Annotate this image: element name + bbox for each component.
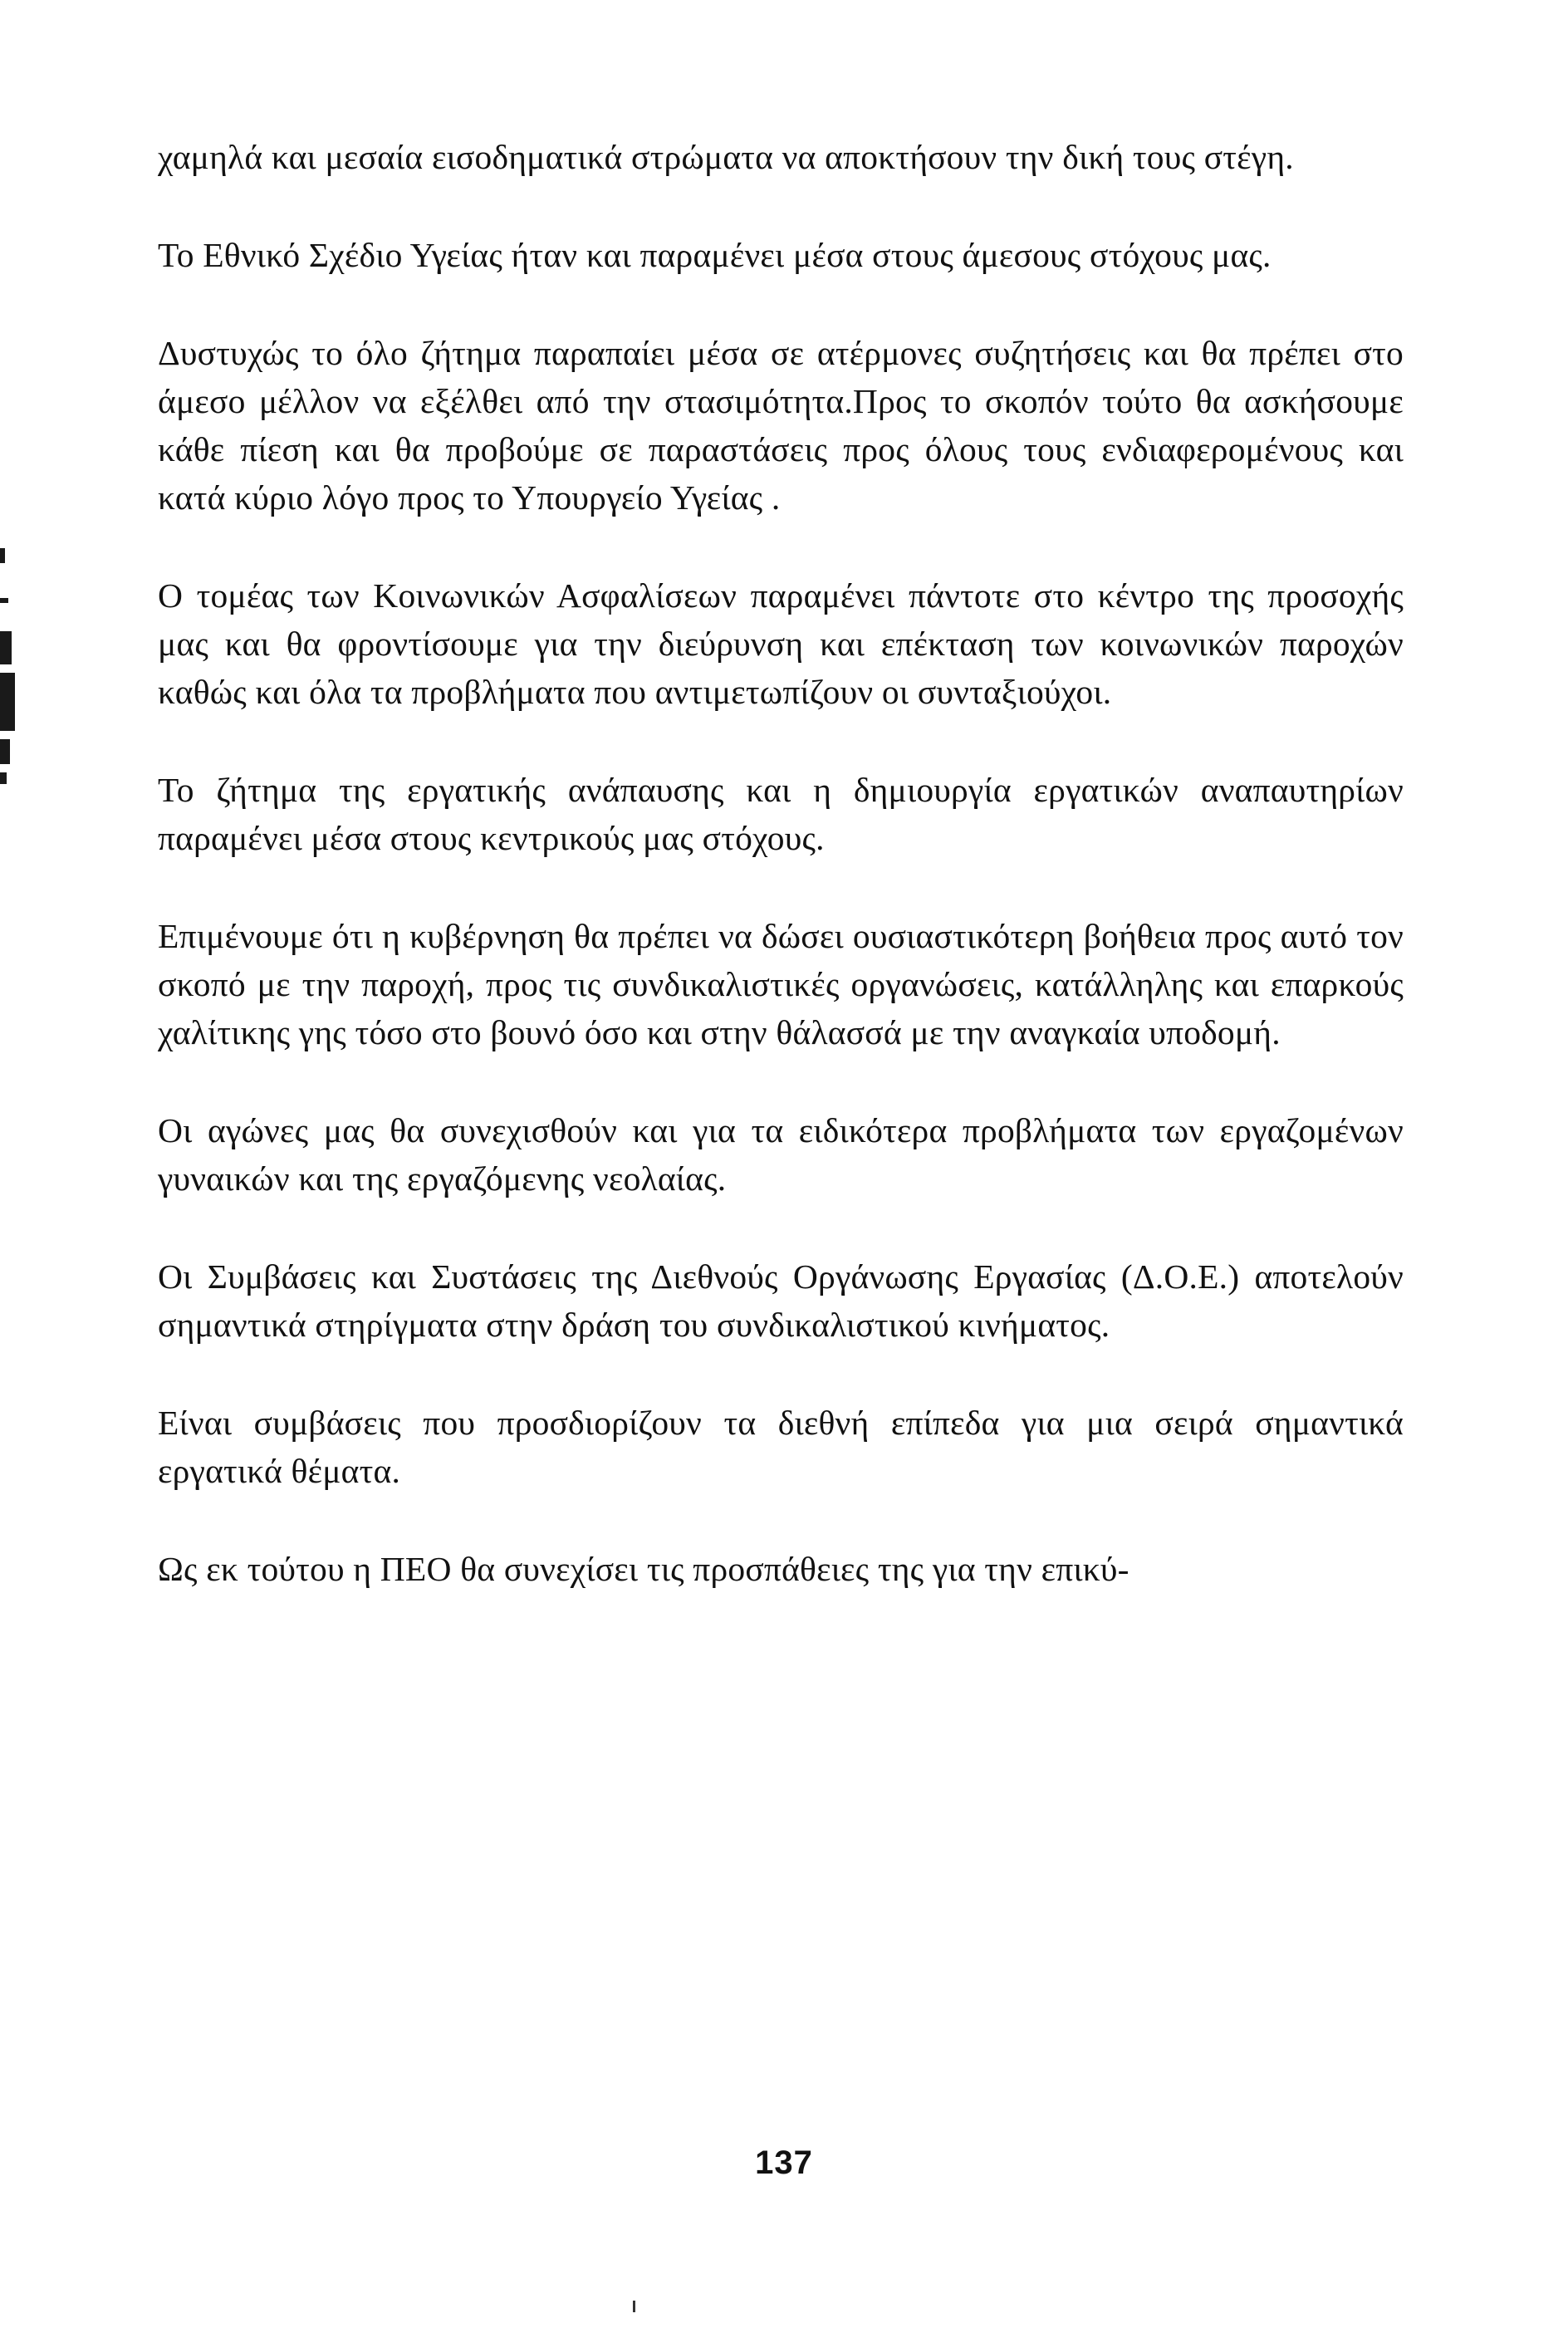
paragraph-7: Οι αγώνες μας θα συνεχισθούν και για τα ειδικότερα προβλήματα των εργαζομένων γυναικών και της εργαζόμενης νεολαίας. bbox=[158, 1111, 1404, 1198]
paragraph-3: Δυστυχώς το όλο ζήτημα παραπαίει μέσα σε ατέρμονες συζητήσεις και θα πρέπει στο άμεσο μέλλον να εξέλθει από την στασιμότητα.Προς το σκοπόν τούτο θα ασκήσουμε κάθε πίεση και θα προβούμε σε παραστάσεις προς όλους τους ενδιαφερομένους και κατά κύριο λόγο προς το Υπουργείο Υγείας . bbox=[158, 334, 1404, 517]
paragraph-2: Το Εθνικό Σχέδιο Υγείας ήταν και παραμένει μέσα στους άμεσους στόχους μας. bbox=[158, 236, 1272, 274]
paragraph-1: χαμηλά και μεσαία εισοδηματικά στρώματα να αποκτήσουν την δική τους στέγη. bbox=[158, 138, 1294, 176]
paragraph-8: Οι Συμβάσεις και Συστάσεις της Διεθνούς Οργάνωσης Εργασίας (Δ.Ο.Ε.) αποτελούν σημαντικά στηρίγματα στην δράση του συνδικαλιστικού κινήματος. bbox=[158, 1257, 1404, 1344]
page-number: 137 bbox=[755, 2144, 813, 2181]
paragraph-6: Επιμένουμε ότι η κυβέρνηση θα πρέπει να δώσει ουσιαστικότερη βοήθεια προς αυτό τον σκοπό με την παροχή, προς τις συνδικαλιστικές οργανώσεις, κατάλληλης και επαρκούς χαλίτικης γης τόσο στο βουνό όσο και στην θάλασσά με την αναγκαία υποδομή. bbox=[158, 917, 1404, 1051]
scan-mark bbox=[633, 2301, 635, 2312]
binding-edge-shadow bbox=[0, 532, 18, 814]
paragraph-5: Το ζήτημα της εργατικής ανάπαυσης και η δημιουργία εργατικών αναπαυτηρίων παραμένει μέσα στους κεντρικούς μας στόχους. bbox=[158, 771, 1404, 857]
paragraph-9: Είναι συμβάσεις που προσδιορίζουν τα διεθνή επίπεδα για μια σειρά σημαντικά εργατικά θέματα. bbox=[158, 1404, 1404, 1490]
paragraph-10: Ως εκ τούτου η ΠΕΟ θα συνεχίσει τις προσπάθειες της για την επικύ- bbox=[158, 1550, 1129, 1588]
paragraph-4: Ο τομέας των Κοινωνικών Ασφαλίσεων παραμένει πάντοτε στο κέντρο της προσοχής μας και θα φροντίσουμε για την διεύρυνση και επέκταση των κοινωνικών παροχών καθώς και όλα τα προβλήματα που αντιμετωπίζουν οι συνταξιούχοι. bbox=[158, 576, 1404, 711]
body-text bbox=[158, 133, 1404, 1643]
